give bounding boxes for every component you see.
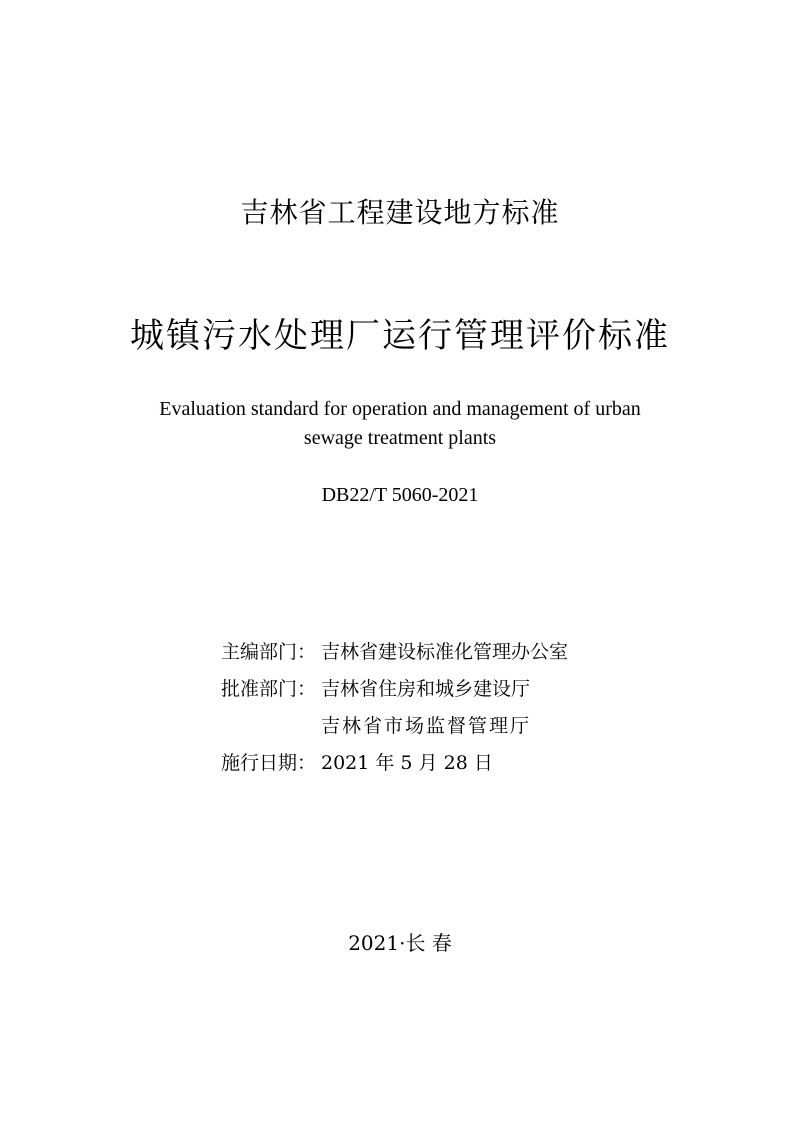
standard-code: DB22/T 5060-2021	[321, 484, 479, 506]
standard-category-header: 吉林省工程建设地方标准	[240, 196, 560, 229]
english-title-line-2: sewage treatment plants	[303, 427, 497, 449]
publication-info	[221, 634, 568, 782]
effective-date: 2021 年 5 月 28 日	[321, 752, 493, 774]
publication-place-year: 2021·长 春	[348, 931, 452, 955]
approver-label: 批准部门：	[221, 678, 317, 700]
document-title: 城镇污水处理厂运行管理评价标准	[130, 316, 670, 356]
editor-label: 主编部门：	[221, 641, 317, 663]
approver-value-2: 吉林省市场监督管理厅	[321, 715, 532, 737]
approver-row-2	[221, 708, 568, 745]
approver-row	[221, 671, 568, 708]
approver-value-1: 吉林省住房和城乡建设厅	[321, 678, 531, 700]
editor-value: 吉林省建设标准化管理办公室	[321, 641, 569, 663]
editor-row	[221, 634, 568, 671]
date-label: 施行日期：	[221, 752, 317, 774]
english-title-line-1: Evaluation standard for operation and management of urban	[159, 398, 641, 420]
date-row	[221, 745, 568, 782]
